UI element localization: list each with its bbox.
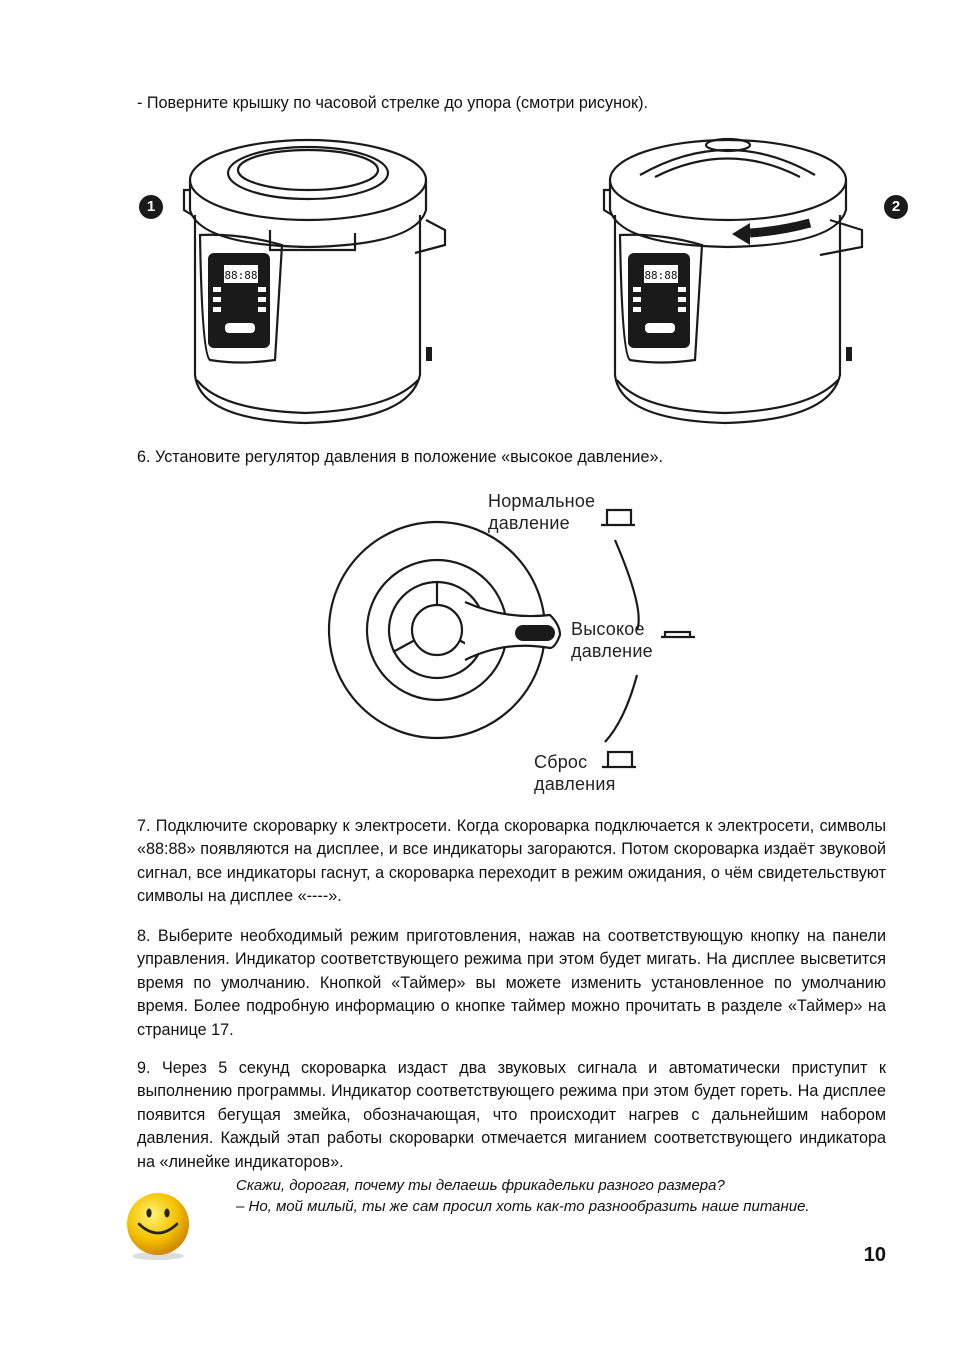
label-high-line2: давление [571,641,653,661]
joke-line-2: – Но, мой милый, ты же сам просил хоть как-то разнообразить наше питание. [236,1198,810,1215]
smiley-face-icon [122,1190,194,1262]
label-normal-line2: давление [488,513,570,533]
cooker-right-display: 88:88 [644,269,678,282]
pressure-cooker-right-illustration [600,135,870,430]
pressure-cooker-left-illustration [180,135,450,430]
step-9: 9. Через 5 секунд скороварка издаст два звуковых сигнала и автоматически приступит к выполнению программы. Индикатор соответствующего режима при этом будет гореть. На дисплее появится бегущая змейка, обозначающая, что происходит нагрев с дальнейшим набором давления. Каждый этап работы скороварки отмечается миганием соответствующего индикатора на «линейке индикаторов». [137,1059,886,1171]
step-rotate-lid: - Поверните крышку по часовой стрелке до упора (смотри рисунок). [137,94,649,112]
step-8: 8. Выберите необходимый режим приготовления, нажав на соответствующую кнопку на панели управления. Индикатор соответствующего режима при этом будет мигать. На дисплее высветится время по умолчанию. Кнопкой «Таймер» вы можете изменить установленное по умолчанию время. Более подробную информацию о кнопке таймер можно прочитать в разделе «Таймер» на странице 17. [137,927,886,1039]
step-7: 7. Подключите скороварку к электросети. Когда скороварка подключается к электросети, символы «88:88» появляются на дисплее, и все индикаторы загораются. Потом скороварка издаёт звуковой сигнал, все индикаторы гаснут, а скороварка переходит в режим ожидания, о чём свидетельствуют символы на дисплее «----». [137,817,886,906]
label-normal-line1: Нормальное [488,491,596,511]
cooker-left-display: 88:88 [224,269,258,282]
label-release-line2: давления [534,774,616,794]
figure-badge-2: 2 [884,195,908,219]
page-number: 10 [863,1244,886,1266]
label-high-line1: Высокое [571,619,645,639]
label-release-line1: Сброс [534,752,588,772]
figure-badge-1: 1 [139,195,163,219]
step-6: 6. Установите регулятор давления в положение «высокое давление». [137,448,663,466]
joke-line-1: Скажи, дорогая, почему ты делаешь фрикадельки разного размера? [236,1177,725,1194]
